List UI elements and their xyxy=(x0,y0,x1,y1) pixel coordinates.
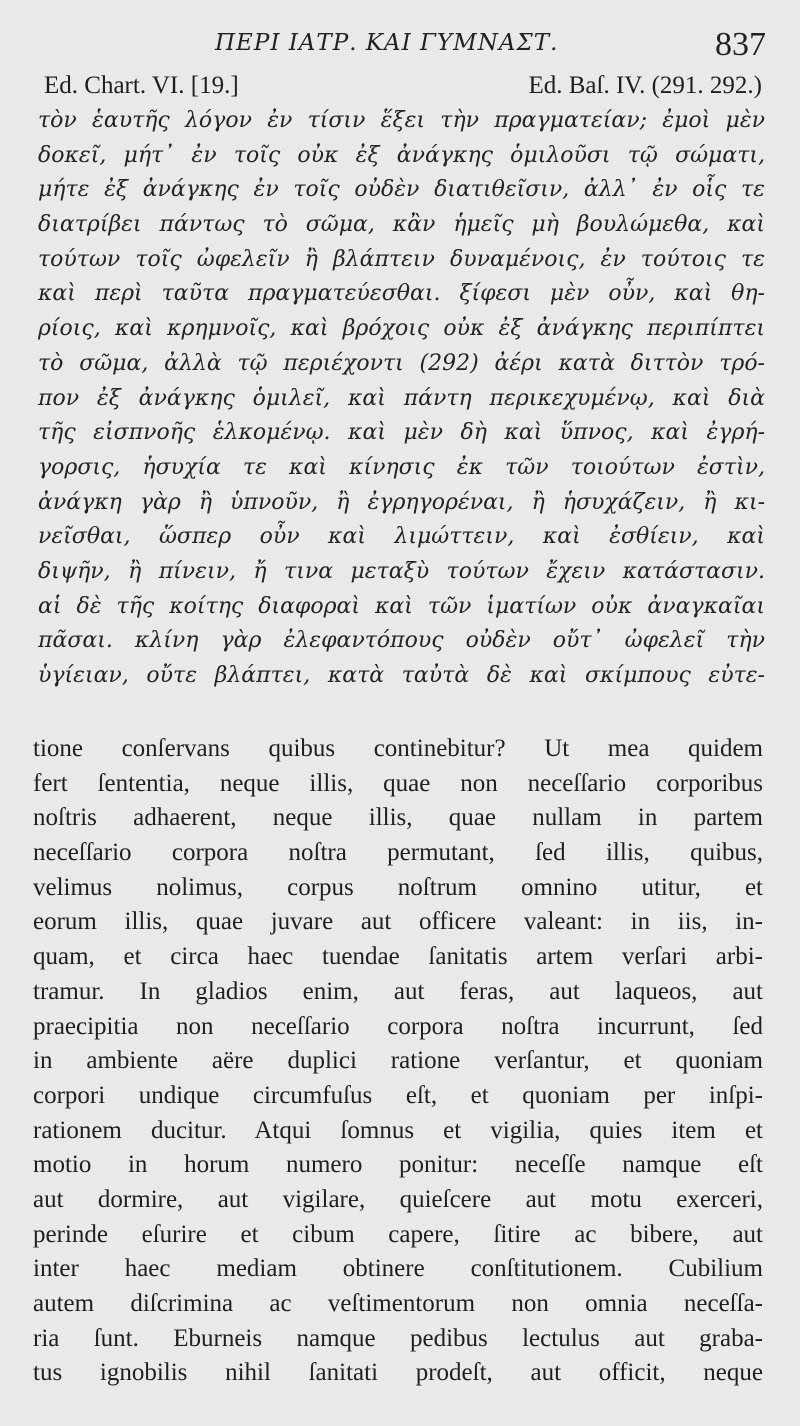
greek-line: ἀνάγκη γὰρ ἢ ὑπνοῦν, ἢ ἐγρηγορέναι, ἢ ἡσυχάζειν, ἢ κι- xyxy=(38,489,765,515)
latin-line: perinde eſurire et cibum capere, ſitire ac bibere, aut xyxy=(33,1220,763,1248)
latin-line: fert ſententia, neque illis, quae non neceſſario corporibus xyxy=(33,769,763,797)
greek-line: τὸν ἑαυτῆς λόγον ἐν τίσιν ἕξει τὴν πραγματείαν; ἐμοὶ μὲν xyxy=(38,108,765,133)
greek-line: τούτων τοῖς ὠφελεῖν ἢ βλάπτειν δυναμένοις, ἐν τούτοις τε xyxy=(38,246,765,272)
edition-reference-line xyxy=(44,72,762,102)
greek-line: διψῆν, ἢ πίνειν, ἤ τινα μεταξὺ τούτων ἔχειν κατάστασιν. xyxy=(38,558,765,584)
latin-line: corpori undique circumfuſus eſt, et quoniam per inſpi- xyxy=(33,1081,763,1109)
latin-line: autem diſcrimina ac veſtimentorum non omnia neceſſa- xyxy=(33,1290,763,1317)
greek-line: αἱ δὲ τῆς κοίτης διαφοραὶ καὶ τῶν ἱματίων οὐκ ἀναγκαῖαι xyxy=(38,593,765,619)
latin-line: noſtris adhaerent, neque illis, quae nullam in partem xyxy=(33,804,763,832)
greek-line: νεῖσθαι, ὥσπερ οὖν καὶ λιμώττειν, καὶ ἐσθίειν, καὶ xyxy=(38,524,765,550)
greek-line: δοκεῖ, μήτ᾽ ἐν τοῖς οὐκ ἐξ ἀνάγκης ὁμιλοῦσι τῷ σώματι, xyxy=(38,142,765,168)
latin-line: quam, et circa haec tuendae ſanitatis artem verſari arbi- xyxy=(33,943,763,971)
running-title: ΠΕΡΙ ΙΑΤΡ. ΚΑΙ ΓΥΜΝΑΣΤ. xyxy=(215,30,559,56)
greek-line: ὑγίειαν, οὔτε βλάπτει, κατὰ ταὐτὰ δὲ καὶ σκίμπους εὐτε- xyxy=(38,663,765,688)
edition-reference-chartier: Ed. Chart. VI. [19.] xyxy=(44,72,239,99)
greek-line: μήτε ἐξ ἀνάγκης ἐν τοῖς οὐδὲν διατιθεῖσιν, ἀλλ᾽ ἐν οἷς τε xyxy=(38,177,765,203)
latin-line: ria ſunt. Eburneis namque pedibus lectulus aut graba- xyxy=(33,1324,763,1352)
greek-line: τῆς εἰσπνοῆς ἑλκομένῳ. καὶ μὲν δὴ καὶ ὕπνος, καὶ ἐγρή- xyxy=(38,420,765,446)
latin-line: aut dormire, aut vigilare, quieſcere aut motu exerceri, xyxy=(33,1185,763,1213)
latin-line: eorum illis, quae juvare aut officere valeant: in iis, in- xyxy=(33,908,763,936)
greek-line: ρίοις, καὶ κρημνοῖς, καὶ βρόχοις οὐκ ἐξ ἀνάγκης περιπίπτει xyxy=(38,316,765,342)
latin-line: rationem ducitur. Atqui ſomnus et vigilia, quies item et xyxy=(33,1116,763,1144)
latin-line: praecipitia non neceſſario corpora noſtra incurrunt, ſed xyxy=(33,1012,763,1040)
greek-text-block xyxy=(38,104,765,694)
latin-line: motio in horum numero ponitur: neceſſe namque eſt xyxy=(33,1151,763,1179)
greek-line: τὸ σῶμα, ἀλλὰ τῷ περιέχοντι (292) ἀέρι κατὰ διττὸν τρό- xyxy=(38,350,765,376)
greek-line: καὶ περὶ ταῦτα πραγματεύεσθαι. ξίφεσι μὲν οὖν, καὶ θη- xyxy=(38,281,765,307)
greek-line: πον ἐξ ἀνάγκης ὁμιλεῖ, καὶ πάντη περικεχυμένῳ, καὶ διὰ xyxy=(38,385,765,411)
greek-line: διατρίβει πάντως τὸ σῶμα, κἂν ἡμεῖς μὴ βουλώμεθα, καὶ xyxy=(38,212,765,238)
greek-line: γορσις, ἡσυχία τε καὶ κίνησις ἐκ τῶν τοιούτων ἐστὶν, xyxy=(38,454,765,480)
running-head xyxy=(0,26,800,66)
latin-line: in ambiente aëre duplici ratione verſantur, et quoniam xyxy=(33,1047,763,1075)
latin-text-block xyxy=(33,732,763,1391)
latin-line: tramur. In gladios enim, aut feras, aut laqueos, aut xyxy=(33,977,763,1005)
latin-line: tus ignobilis nihil ſanitati prodeſt, aut officit, neque xyxy=(33,1359,763,1387)
latin-line: neceſſario corpora noſtra permutant, ſed illis, quibus, xyxy=(33,839,763,867)
page-number: 837 xyxy=(715,26,766,63)
latin-line: inter haec mediam obtinere conſtitutionem. Cubilium xyxy=(33,1255,763,1283)
latin-line: tione conſervans quibus continebitur? Ut mea quidem xyxy=(33,735,763,762)
latin-line: velimus nolimus, corpus noſtrum omnino utitur, et xyxy=(33,873,763,901)
edition-reference-basel: Ed. Baſ. IV. (291. 292.) xyxy=(528,72,762,99)
greek-line: πᾶσαι. κλίνη γὰρ ἐλεφαντόπους οὐδὲν οὔτ᾽ ὠφελεῖ τὴν xyxy=(38,628,765,654)
